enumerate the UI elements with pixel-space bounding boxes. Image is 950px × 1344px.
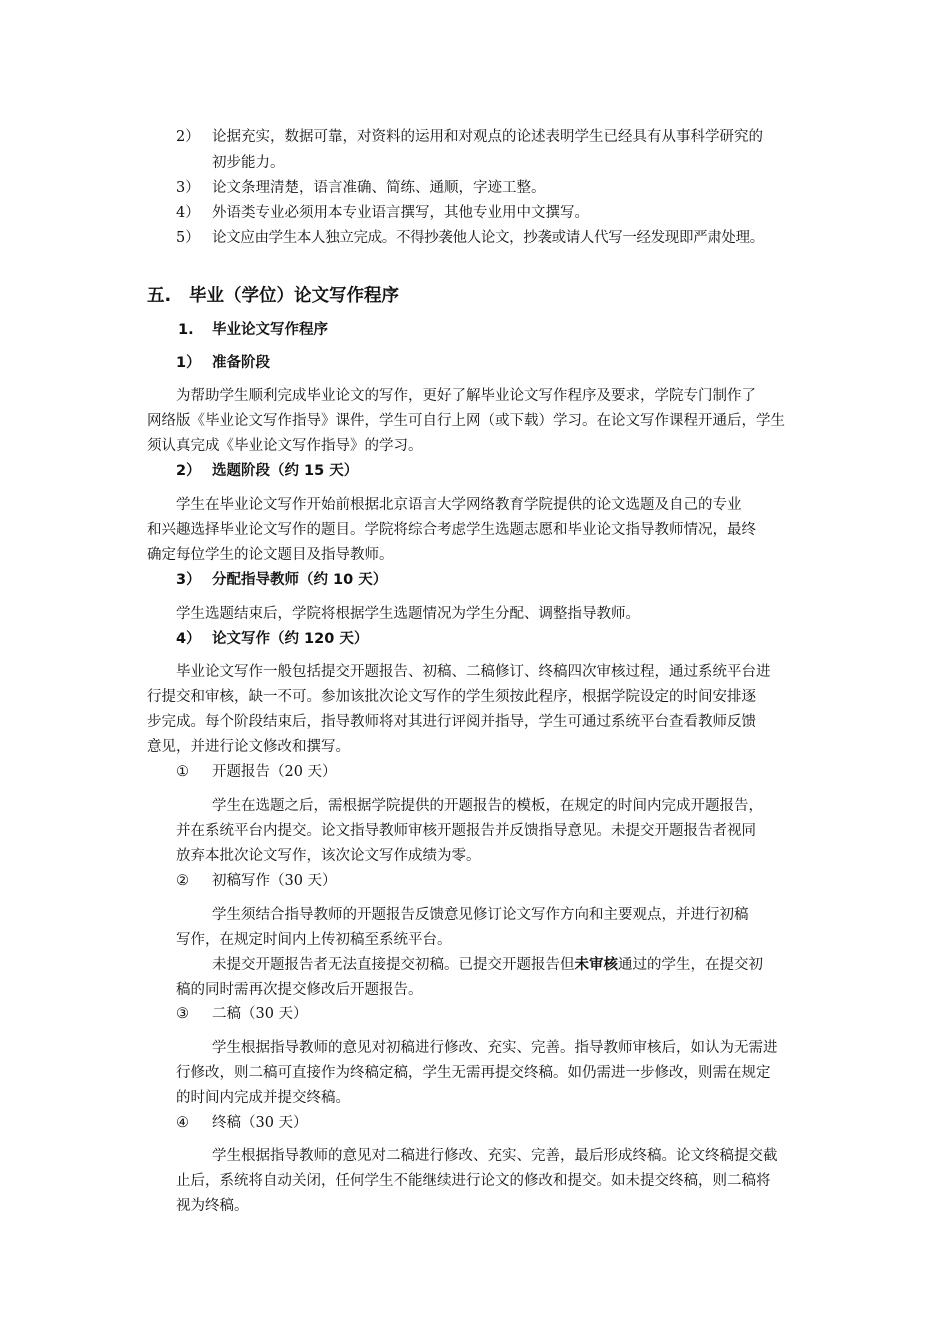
emphasis-text: 未审核: [574, 957, 618, 973]
list-item-text: 论据充实，数据可靠，对资料的运用和对观点的论述表明学生已经具有从事科学研究的: [212, 129, 763, 145]
list-item-text: 外语类专业必须用本专业语言撰写，其他专业用中文撰写。: [212, 205, 589, 221]
substep-number: ③: [176, 1006, 189, 1022]
stage-number: 3）: [176, 572, 201, 588]
paragraph-line: 学生在选题之后，需根据学院提供的开题报告的模板，在规定的时间内完成开题报告，: [212, 798, 763, 814]
list-item-number: 2）: [176, 129, 200, 145]
stage-number: 4）: [176, 631, 201, 647]
paragraph-line: 学生根据指导教师的意见对二稿进行修改、充实、完善，最后形成终稿。论文终稿提交截: [212, 1148, 778, 1164]
paragraph-line: 行修改，则二稿可直接作为终稿定稿，学生无需再提交终稿。如仍需进一步修改，则需在规定: [176, 1065, 771, 1081]
paragraph-line: 学生选题结束后，学院将根据学生选题情况为学生分配、调整指导教师。: [176, 606, 640, 622]
paragraph-line: 须认真完成《毕业论文写作指导》的学习。: [147, 438, 423, 454]
substep-number: ②: [176, 873, 189, 889]
section-title: 毕业（学位）论文写作程序: [189, 286, 399, 306]
paragraph-line: 意见，并进行论文修改和撰写。: [147, 739, 350, 755]
list-item-text: 论文应由学生本人独立完成。不得抄袭他人论文，抄袭或请人代写一经发现即严肃处理。: [212, 230, 764, 246]
list-item-text: 初步能力。: [212, 155, 285, 171]
substep-title: 二稿（30 天）: [212, 1006, 308, 1022]
paragraph-line: 视为终稿。: [176, 1198, 249, 1214]
paragraph-line: 和兴趣选择毕业论文写作的题目。学院将综合考虑学生选题志愿和毕业论文指导教师情况，最终: [147, 522, 756, 538]
subsection-title: 毕业论文写作程序: [212, 322, 328, 338]
substep-title: 初稿写作（30 天）: [212, 873, 337, 889]
paragraph-line: 网络版《毕业论文写作指导》课件，学生可自行上网（或下载）学习。在论文写作课程开通后，学生: [147, 413, 785, 429]
subsection-number: 1.: [178, 322, 194, 338]
stage-title: 准备阶段: [212, 355, 270, 371]
substep-number: ①: [176, 764, 189, 780]
paragraph-line: 学生在毕业论文写作开始前根据北京语言大学网络教育学院提供的论文选题及自己的专业: [176, 497, 742, 513]
list-item-number: 3）: [176, 180, 200, 196]
paragraph-line: [212, 955, 763, 975]
stage-number: 2）: [176, 463, 201, 479]
paragraph-line: 确定每位学生的论文题目及指导教师。: [147, 547, 394, 563]
paragraph-line: 学生须结合指导教师的开题报告反馈意见修订论文写作方向和主要观点，并进行初稿: [212, 907, 749, 923]
substep-title: 终稿（30 天）: [212, 1115, 308, 1131]
paragraph-line: 并在系统平台内提交。论文指导教师审核开题报告并反馈指导意见。未提交开题报告者视同: [176, 823, 756, 839]
list-item-number: 4）: [176, 205, 200, 221]
paragraph-line: 学生根据指导教师的意见对初稿进行修改、充实、完善。指导教师审核后，如认为无需进: [212, 1040, 778, 1056]
substep-title: 开题报告（20 天）: [212, 764, 337, 780]
stage-title: 分配指导教师（约 10 天）: [212, 572, 388, 588]
paragraph-line: 毕业论文写作一般包括提交开题报告、初稿、二稿修订、终稿四次审核过程，通过系统平台进: [176, 664, 771, 680]
list-item-text: 论文条理清楚，语言准确、简练、通顺，字迹工整。: [212, 180, 546, 196]
section-number: 五.: [147, 286, 172, 306]
stage-title: 论文写作（约 120 天）: [212, 631, 369, 647]
paragraph-line: 为帮助学生顺利完成毕业论文的写作，更好了解毕业论文写作程序及要求，学院专门制作了: [176, 388, 756, 404]
text-segment: 未提交开题报告者无法直接提交初稿。已提交开题报告但: [212, 957, 575, 973]
paragraph-line: 的时间内完成并提交终稿。: [176, 1090, 350, 1106]
stage-title: 选题阶段（约 15 天）: [212, 463, 359, 479]
paragraph-line: 步完成。每个阶段结束后，指导教师将对其进行评阅并指导，学生可通过系统平台查看教师反馈: [147, 714, 756, 730]
paragraph-line: 止后，系统将自动关闭，任何学生不能继续进行论文的修改和提交。如未提交终稿，则二稿将: [176, 1173, 771, 1189]
paragraph-line: 稿的同时需再次提交修改后开题报告。: [176, 982, 423, 998]
substep-number: ④: [176, 1115, 189, 1131]
text-segment: 通过的学生，在提交初: [618, 957, 763, 973]
list-item-number: 5）: [176, 230, 200, 246]
paragraph-line: 写作，在规定时间内上传初稿至系统平台。: [176, 932, 452, 948]
stage-number: 1）: [176, 355, 201, 371]
paragraph-line: 行提交和审核，缺一不可。参加该批次论文写作的学生须按此程序，根据学院设定的时间安排逐: [147, 689, 756, 705]
paragraph-line: 放弃本批次论文写作，该次论文写作成绩为零。: [176, 848, 481, 864]
